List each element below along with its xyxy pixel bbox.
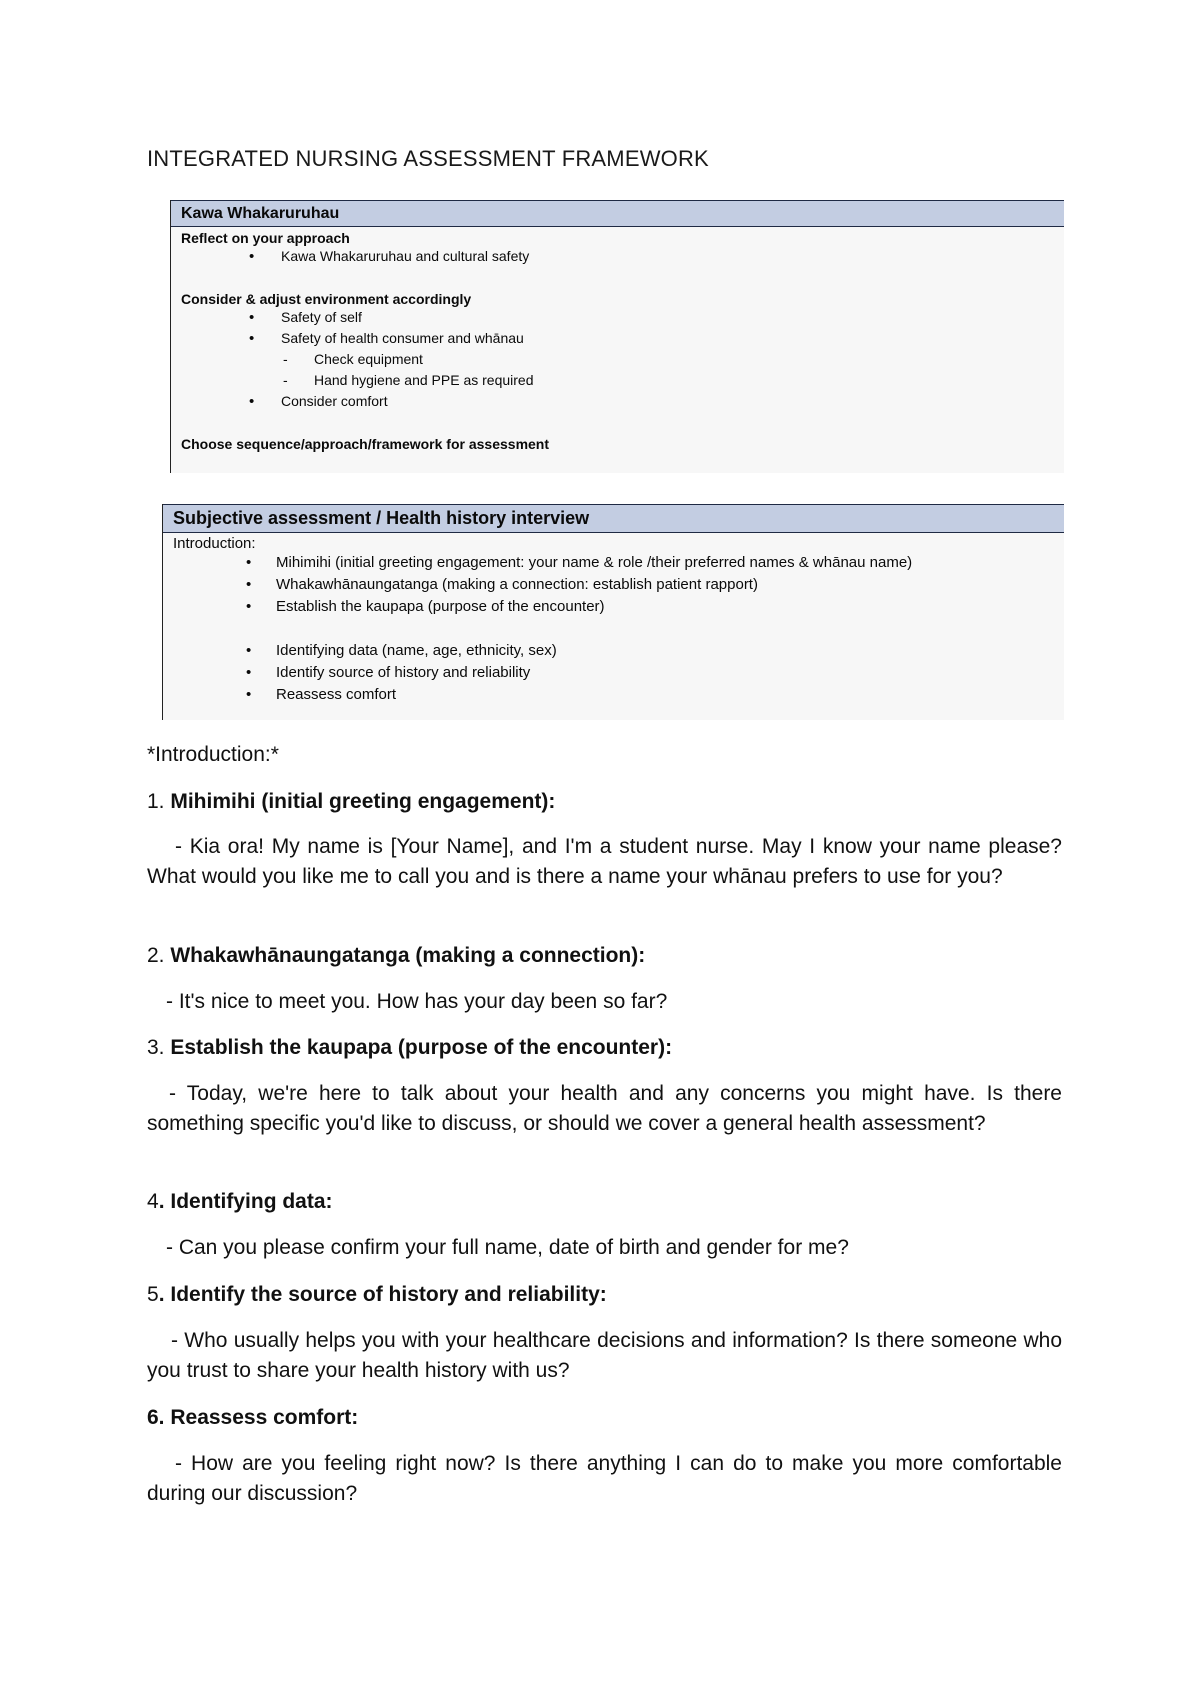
- question-number: 2.: [147, 944, 165, 967]
- section-title: Introduction:: [173, 535, 256, 552]
- section-title: Reflect on your approach: [181, 230, 350, 246]
- question-heading: [147, 1403, 1062, 1433]
- page-title: INTEGRATED NURSING ASSESSMENT FRAMEWORK: [147, 146, 709, 171]
- list-item: • Safety of health consumer and whānau: [171, 328, 1064, 349]
- question-title: Establish the kaupapa (purpose of the encounter):: [170, 1036, 673, 1059]
- list-item: • Whakawhānaungatanga (making a connection: establish patient rapport): [163, 574, 1064, 596]
- question-text: - How are you feeling right now? Is there anything I can do to make you more comfortable during our discussion?: [147, 1452, 1062, 1505]
- list-item: • Mihimihi (initial greeting engagement: your name & role /their preferred names & whānau name): [163, 552, 1064, 574]
- question-title: 6. Reassess comfort:: [147, 1406, 359, 1429]
- question-title: . Identify the source of history and reliability:: [158, 1283, 607, 1306]
- question-title: Whakawhānaungatanga (making a connection):: [170, 944, 646, 967]
- question-text: - Can you please confirm your full name, date of birth and gender for me?: [166, 1236, 849, 1259]
- question-number: 5: [147, 1283, 159, 1306]
- section-title: Consider & adjust environment accordingly: [181, 291, 472, 307]
- intro-label: *Introduction:*: [147, 743, 279, 766]
- list-item: • Reassess comfort: [163, 684, 1064, 706]
- question-text: - It's nice to meet you. How has your day been so far?: [166, 990, 668, 1013]
- question-number: 3.: [147, 1036, 165, 1059]
- question-heading: [147, 1033, 1062, 1063]
- question-number: 1.: [147, 790, 165, 813]
- subjective-assessment-box: [162, 504, 1064, 720]
- list-item: • Identify source of history and reliability: [163, 662, 1064, 684]
- section-title: Choose sequence/approach/framework for assessment: [181, 436, 550, 452]
- list-item: • Consider comfort: [171, 391, 1064, 412]
- question-heading: [147, 1280, 1062, 1310]
- kawa-whakaruruhau-box: [170, 200, 1064, 473]
- question-heading: [147, 1187, 1062, 1217]
- list-item: • Establish the kaupapa (purpose of the encounter): [163, 596, 1064, 618]
- list-item: • Kawa Whakaruruhau and cultural safety: [171, 246, 1064, 267]
- box-header: Subjective assessment / Health history interview: [163, 504, 1064, 533]
- box-header: Kawa Whakaruruhau: [171, 200, 1064, 227]
- question-number: 4: [147, 1190, 159, 1213]
- question-text: - Who usually helps you with your healthcare decisions and information? Is there someone who you trust to share your health history with us?: [147, 1329, 1062, 1382]
- sub-list-item: - Hand hygiene and PPE as required: [171, 370, 1064, 391]
- question-heading: [147, 941, 1062, 971]
- question-text: - Kia ora! My name is [Your Name], and I'm a student nurse. May I know your name please? What would you like me to call you and is there a name your whānau prefers to use for you?: [147, 835, 1062, 888]
- sub-list-item: - Check equipment: [171, 349, 1064, 370]
- question-title: . Identifying data:: [158, 1190, 333, 1213]
- question-heading: [147, 787, 1062, 817]
- list-item: • Identifying data (name, age, ethnicity, sex): [163, 640, 1064, 662]
- question-title: Mihimihi (initial greeting engagement):: [170, 790, 556, 813]
- question-text: - Today, we're here to talk about your health and any concerns you might have. Is there something specific you'd like to discuss, or should we cover a general health assessment?: [147, 1082, 1062, 1135]
- list-item: • Safety of self: [171, 307, 1064, 328]
